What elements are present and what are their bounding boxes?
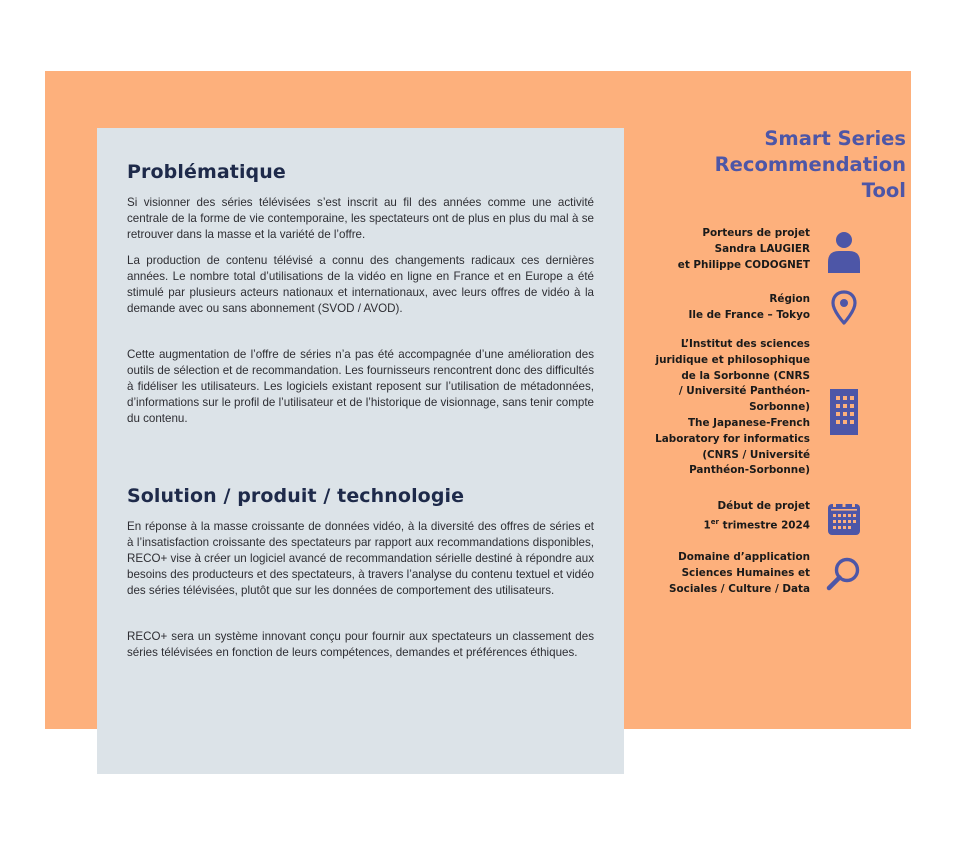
title-line-3: Tool (861, 179, 906, 202)
solution-paragraph-1: En réponse à la masse croissante de données vidéo, à la diversité des offres de séries et à l’insatisfaction croissante des spectateurs par rapport aux recommandations disponibles, RECO+ vise à créer un logiciel avancé de recommandation sérielle destiné à répondre aux besoins des producteurs et des spectateurs, à travers l’analyse du contenu textuel et vidéo des séries télévisées, plutôt que sur les données de comportement des utilisateurs. (127, 520, 594, 597)
institution-line-3: de la Sorbonne (CNRS (681, 369, 810, 382)
problem-paragraph-3: Cette augmentation de l’offre de séries n’a pas été accompagnée d’une amélioration des outils de sélection et de recommandation. Les fournisseurs rencontrent donc des difficultés à fidéliser les utilisateurs. Les logiciels existant reposent sur l’utilisation de métadonnées, d’informations sur le profil de l’utilisateur et de l’historique de visionnage, sans tenir compte du contenu. (127, 348, 594, 425)
institutions-block (635, 337, 810, 479)
debut-label: Début de projet (717, 500, 810, 512)
magnifier-icon (826, 556, 862, 592)
debut-date: 1er trimestre 2024 (703, 517, 810, 532)
porteurs-block (635, 226, 810, 273)
institution-line-5: Sorbonne) (749, 401, 810, 414)
debut-block (635, 499, 810, 534)
problem-paragraph-2: La production de contenu télévisé a connu des changements radicaux ces dernières années. Le nombre total d’utilisations de la vidéo en ligne en France et en Europe a été stimulé par plusieurs acteurs nationaux et internationaux, avec leurs offres de vidéo à la demande avec ou sans abonnement (SVOD / AVOD). (127, 254, 594, 315)
domaine-label: Domaine d’application (678, 551, 810, 563)
institution-line-2: juridique et philosophique (655, 353, 810, 366)
region-value: Ile de France – Tokyo (688, 308, 810, 321)
domaine-value-2: Sociales / Culture / Data (669, 582, 810, 595)
porteur-name-1: Sandra LAUGIER (714, 242, 810, 255)
institution-line-9: Panthéon-Sorbonne) (689, 464, 810, 477)
region-block (635, 292, 810, 324)
institution-line-4: / Université Panthéon- (678, 385, 810, 398)
content-panel (97, 128, 624, 774)
project-title (646, 126, 906, 204)
institution-line-7: Laboratory for informatics (655, 432, 810, 445)
institution-line-1: L’Institut des sciences (680, 338, 810, 350)
location-pin-icon (830, 290, 858, 326)
solution-heading: Solution / produit / technologie (127, 485, 465, 507)
person-icon (826, 229, 862, 273)
domaine-block (635, 550, 810, 597)
problem-paragraph-1: Si visionner des séries télévisées s’est inscrit au fil des années comme une activité centrale de la forme de vie contemporaine, les spectateurs ont de plus en plus du mal à se retrouver dans la masse et la variété de l’offre. (127, 196, 594, 241)
domaine-value-1: Sciences Humaines et (681, 566, 810, 579)
region-label: Région (769, 293, 810, 305)
solution-paragraph-2: RECO+ sera un système innovant conçu pour fournir aux spectateurs un classement des séries télévisées en fonction de leurs compétences, demandes et préférences éthiques. (127, 630, 594, 659)
porteurs-label: Porteurs de projet (702, 227, 810, 239)
institution-line-6: The Japanese-French (687, 416, 810, 429)
title-line-2: Recommendation (714, 153, 906, 176)
problematique-heading: Problématique (127, 161, 286, 183)
institution-line-8: (CNRS / Université (702, 448, 810, 461)
building-icon (827, 387, 861, 437)
porteur-name-2: et Philippe CODOGNET (677, 258, 810, 271)
calendar-icon (826, 499, 862, 537)
title-line-1: Smart Series (764, 127, 906, 150)
